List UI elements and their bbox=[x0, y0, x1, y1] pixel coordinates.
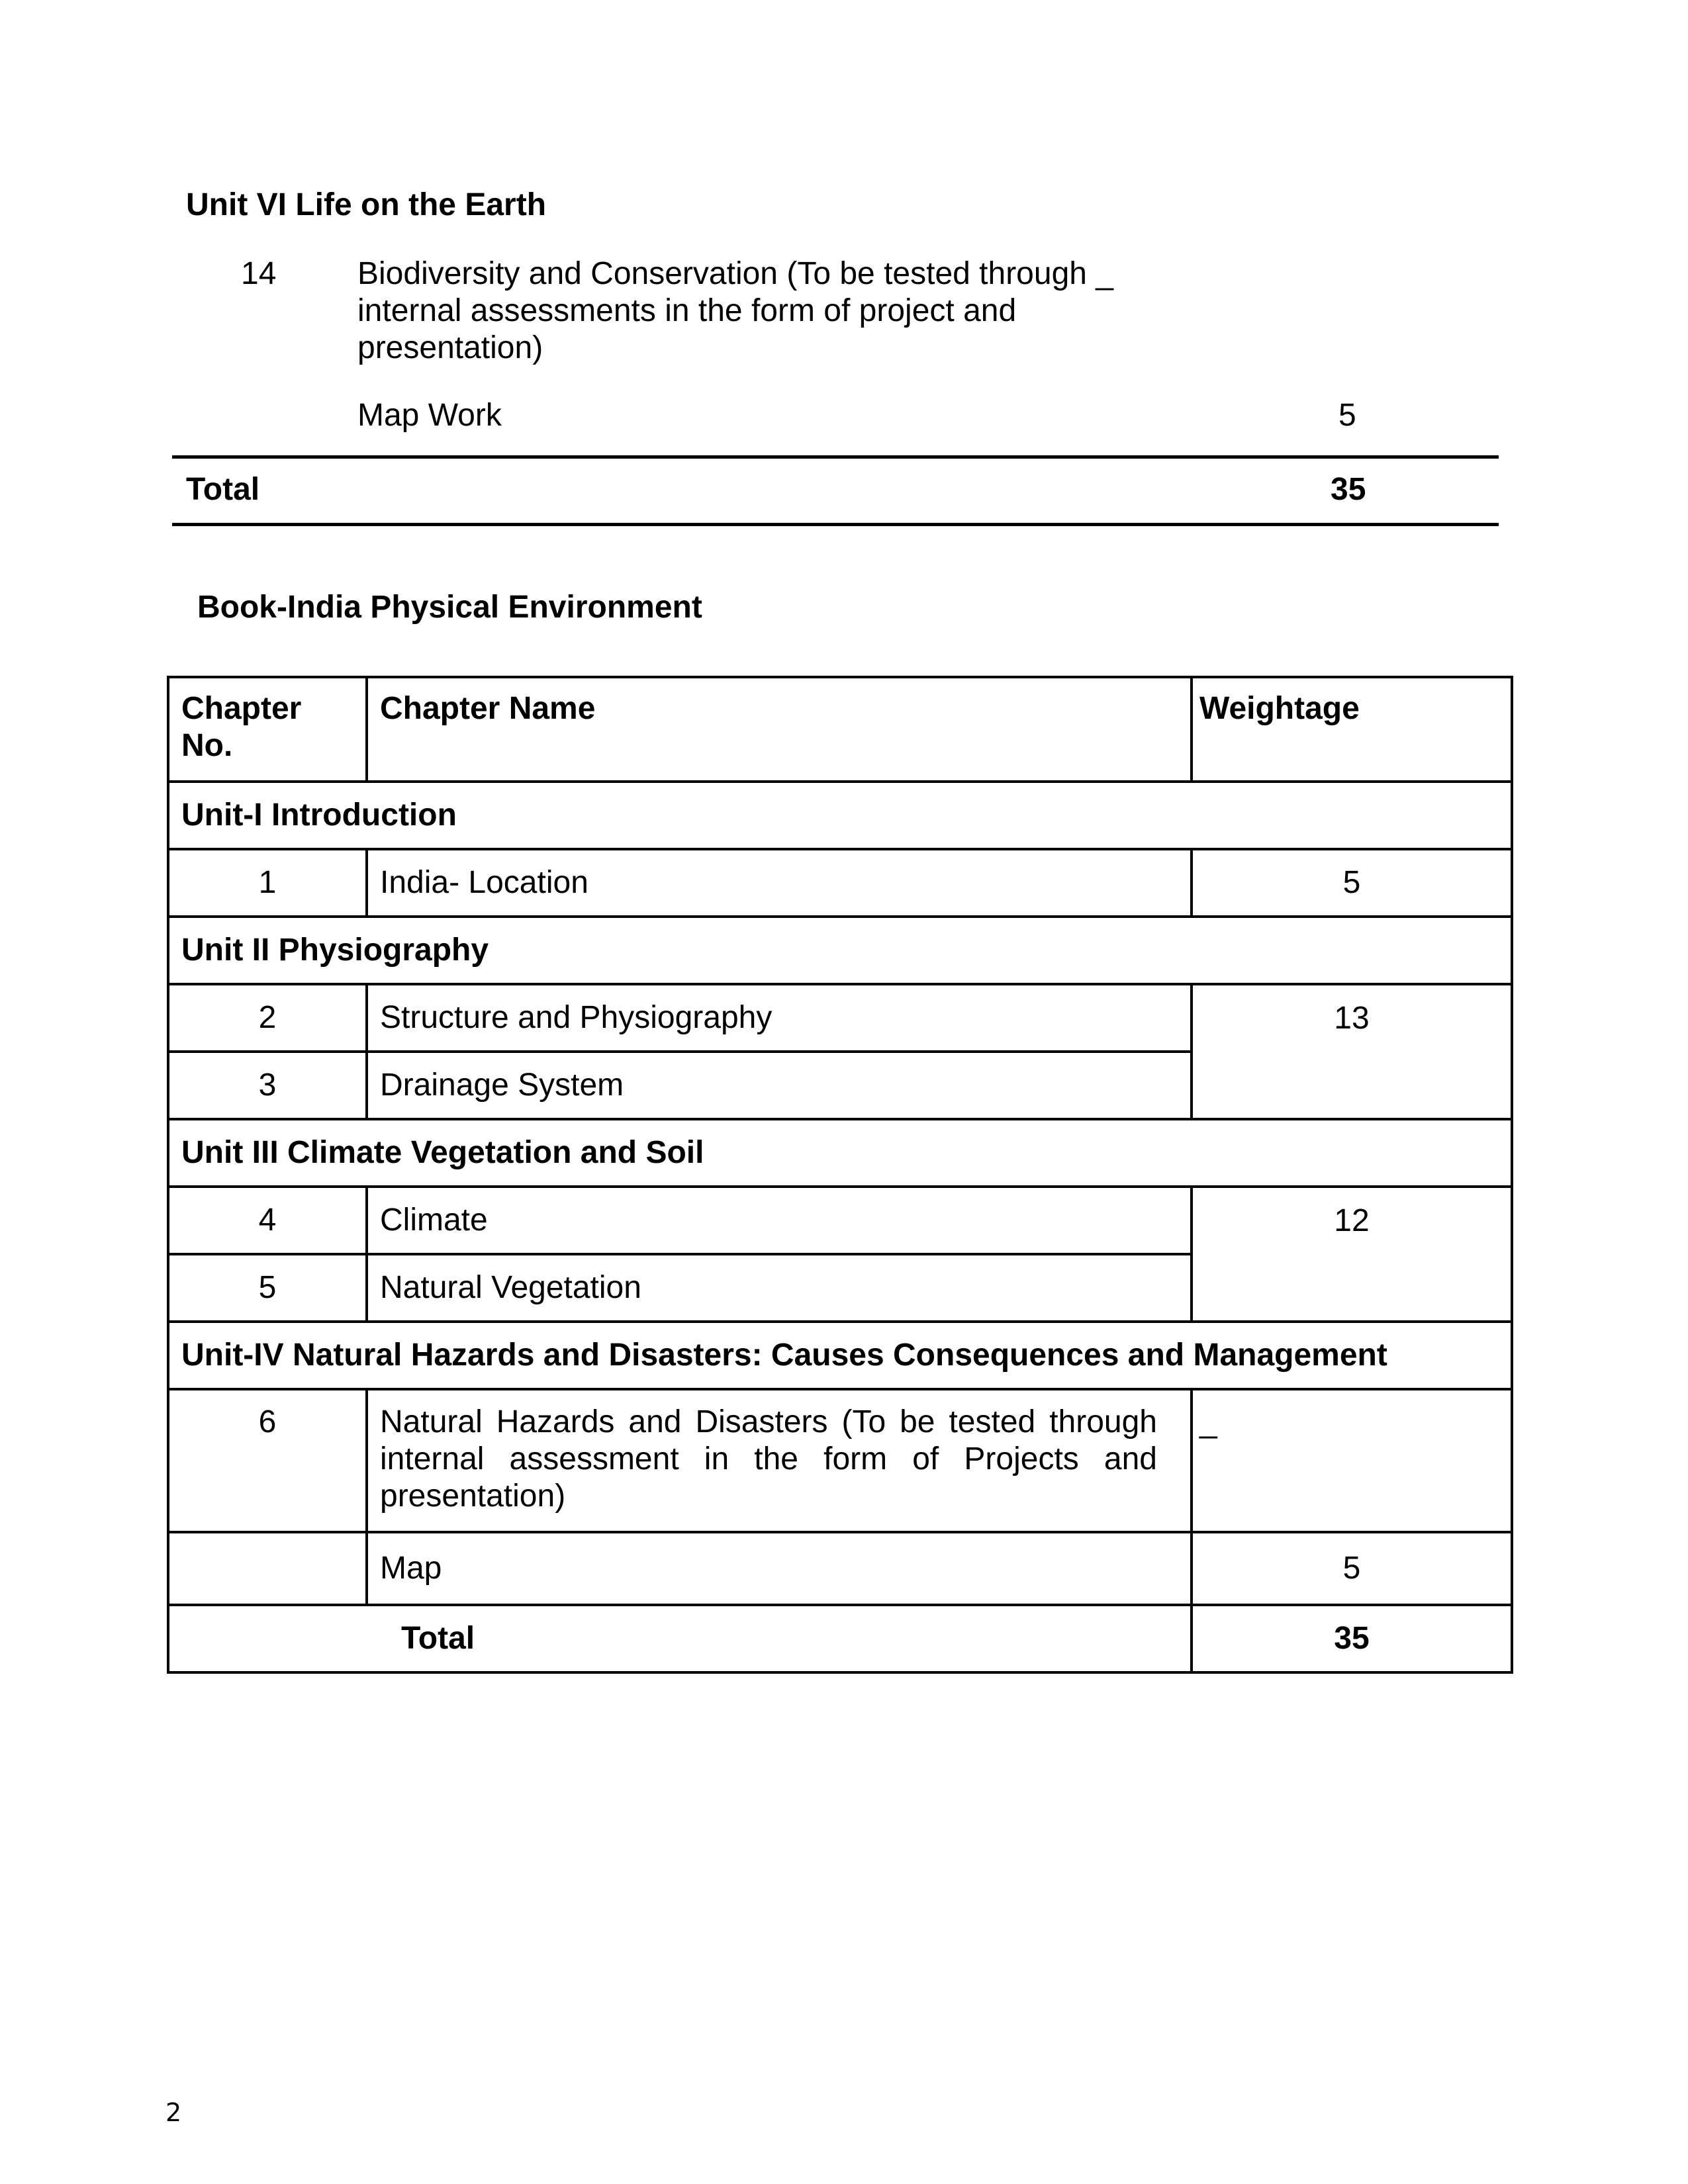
chapter-name: Structure and Physiography bbox=[367, 984, 1192, 1052]
chapter-name-line: Biodiversity and Conservation (To be tested through _ bbox=[357, 256, 1113, 291]
chapter-number: 1 bbox=[168, 849, 367, 917]
page-number: 2 bbox=[165, 2098, 182, 2127]
book-title: Book-India Physical Environment bbox=[197, 590, 702, 625]
divider-rule bbox=[172, 455, 1499, 459]
map-work-label: Map Work bbox=[357, 398, 502, 433]
header-weightage: Weightage bbox=[1192, 677, 1512, 782]
divider-rule bbox=[172, 523, 1499, 526]
syllabus-table bbox=[167, 676, 1513, 1674]
unit-row bbox=[168, 917, 1512, 984]
chapter-name: Natural Hazards and Disasters (To be tested through internal assessment in the form of Projects and presentation) bbox=[367, 1389, 1192, 1532]
chapter-number: 6 bbox=[168, 1389, 367, 1532]
table-row bbox=[168, 984, 1512, 1052]
unit-vi-heading: Unit VI Life on the Earth bbox=[186, 187, 547, 222]
chapter-name: Map bbox=[367, 1532, 1192, 1605]
weightage: 13 bbox=[1192, 984, 1512, 1119]
chapter-name: Drainage System bbox=[367, 1052, 1192, 1119]
chapter-name-line: internal assessments in the form of project and bbox=[357, 293, 1017, 328]
weightage: 5 bbox=[1192, 849, 1512, 917]
unit-row bbox=[168, 1119, 1512, 1187]
chapter-name: Natural Vegetation bbox=[367, 1254, 1192, 1322]
unit-title: Unit III Climate Vegetation and Soil bbox=[168, 1119, 1512, 1187]
table-row bbox=[168, 1389, 1512, 1532]
weightage: _ bbox=[1192, 1389, 1512, 1532]
table-row bbox=[168, 1187, 1512, 1254]
chapter-number: 5 bbox=[168, 1254, 367, 1322]
chapter-number: 4 bbox=[168, 1187, 367, 1254]
chapter-name: India- Location bbox=[367, 849, 1192, 917]
unit-row bbox=[168, 782, 1512, 849]
chapter-number: 2 bbox=[168, 984, 367, 1052]
chapter-name: Climate bbox=[367, 1187, 1192, 1254]
total-value: 35 bbox=[1331, 472, 1366, 507]
weightage: 5 bbox=[1192, 1532, 1512, 1605]
chapter-number: 3 bbox=[168, 1052, 367, 1119]
unit-title: Unit-I Introduction bbox=[168, 782, 1512, 849]
chapter-number bbox=[168, 1532, 367, 1605]
weightage: 12 bbox=[1192, 1187, 1512, 1322]
total-value: 35 bbox=[1192, 1605, 1512, 1672]
chapter-number: 14 bbox=[241, 256, 277, 291]
total-row bbox=[168, 1605, 1512, 1672]
header-chapter-name: Chapter Name bbox=[367, 677, 1192, 782]
unit-title: Unit II Physiography bbox=[168, 917, 1512, 984]
table-header-row bbox=[168, 677, 1512, 782]
header-line: No. bbox=[181, 728, 233, 763]
map-work-weightage: 5 bbox=[1338, 398, 1356, 433]
total-label: Total bbox=[168, 1605, 1192, 1672]
header-chapter-no bbox=[168, 677, 367, 782]
map-row bbox=[168, 1532, 1512, 1605]
header-line: Chapter bbox=[181, 691, 302, 726]
chapter-name-line: presentation) bbox=[357, 330, 543, 365]
table-row bbox=[168, 849, 1512, 917]
total-label: Total bbox=[186, 472, 260, 507]
unit-row bbox=[168, 1322, 1512, 1389]
chapter-name bbox=[357, 255, 1218, 367]
unit-title: Unit-IV Natural Hazards and Disasters: Causes Consequences and Management bbox=[168, 1322, 1512, 1389]
